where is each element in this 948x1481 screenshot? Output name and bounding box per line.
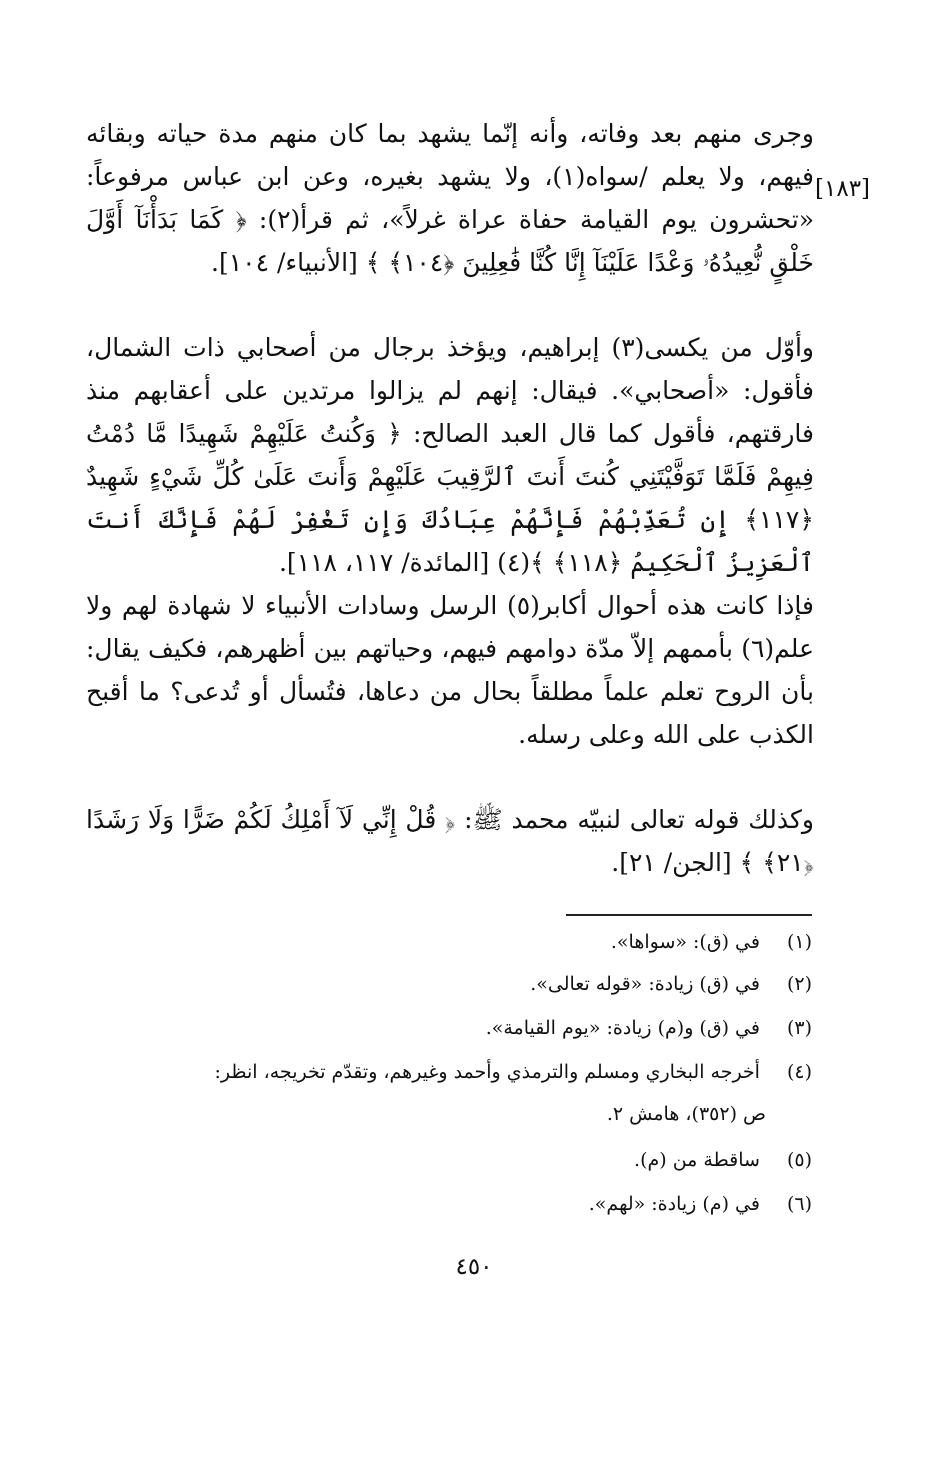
footnote-2 xyxy=(86,966,812,1002)
paragraph-4: وكذلك قوله تعالى لنبيّه محمد ﷺ: ﴿ قُلْ إِنِّي لَآ أَمْلِكُ لَكُمْ ضَرًّا وَلَا رَشَدًا ﴿٢١﴾ ﴾ [الجن/ ٢١]. xyxy=(86,805,814,877)
paragraph-2: وأوّل من يكسى(٣) إبراهيم، ويؤخذ برجال من أصحابي ذات الشمال، فأقول: «أصحابي». فيقال: إنهم لم يزالوا مرتدين على أعقابهم منذ فارقتهم، فأقول كما قال العبد الصالح: ﴿ وَكُنتُ عَلَيْهِمْ شَهِيدًا مَّا دُمْتُ فِيهِمْ فَلَمَّا تَوَفَّيْتَنِي كُنتَ أَنتَ ٱلرَّقِيبَ عَلَيْهِمْ وَأَنتَ عَلَىٰ كُلِّ شَيْءٍ شَهِيدٌ ﴿١١٧﴾ إِن تُعَذِّبْهُمْ فَإِنَّهُمْ عِبَادُكَ وَإِن تَغْفِرْ لَهُمْ فَإِنَّكَ أَنتَ ٱلْعَزِيزُ ٱلْحَكِيمُ ﴿١١٨﴾ ﴾(٤) [المائدة/ ١١٧، ١١٨]. xyxy=(86,333,814,577)
footnote-4 xyxy=(86,1054,812,1090)
footnote-number: (٥) xyxy=(786,1149,812,1171)
footnote-text: أخرجه البخاري ومسلم والترمذي وأحمد وغيرهم، وتقدّم تخريجه، انظر: xyxy=(214,1061,760,1083)
paragraph-1: وجرى منهم بعد وفاته، وأنه إنّما يشهد بما كان منهم مدة حياته وبقائه فيهم، ولا يعلم /سواه(١)، ولا يشهد بغيره، وعن ابن عباس مرفوعاً: «تحشرون يوم القيامة حفاة عراة غرلاً»، ثم قرأ(٢): ﴿ كَمَا بَدَأْنَآ أَوَّلَ خَلْقٍ نُّعِيدُهُۥ وَعْدًا عَلَيْنَآ إِنَّا كُنَّا فَٰعِلِينَ ﴿١٠٤﴾ ﴾ [الأنبياء/ ١٠٤]. xyxy=(86,119,814,277)
footnote-text: في (م) زيادة: «لهم». xyxy=(588,1193,760,1215)
footnote-1 xyxy=(86,924,812,960)
footnote-text: ساقطة من (م). xyxy=(634,1149,760,1171)
footnote-text: في (ق) و(م) زيادة: «يوم القيامة». xyxy=(485,1017,760,1039)
footnote-text: في (ق) زيادة: «قوله تعالى». xyxy=(530,973,760,995)
footnote-5 xyxy=(86,1142,812,1178)
footnote-number: (٢) xyxy=(786,973,812,995)
footnote-number: (٤) xyxy=(786,1061,812,1083)
footnote-6 xyxy=(86,1186,812,1222)
footnote-number: (١) xyxy=(786,931,812,953)
footnote-divider xyxy=(566,914,812,916)
page-number: ٤٥٠ xyxy=(455,1254,493,1280)
footnote-text: في (ق): «سواها». xyxy=(610,931,760,953)
footnote-number: (٣) xyxy=(786,1017,812,1039)
paragraph-3: فإذا كانت هذه أحوال أكابر(٥) الرسل وسادات الأنبياء لا شهادة لهم ولا علم(٦) بأممهم إلاّ مدّة دوامهم فيهم، وحياتهم بين أظهرهم، فكيف يقال: بأن الروح تعلم علماً مطلقاً بحال من دعاها، فتُسأل أو تُدعى؟ ما أقبح الكذب على الله وعلى رسله. xyxy=(86,591,814,749)
manuscript-folio-marker: [١٨٣] xyxy=(815,176,871,202)
footnote-number: (٦) xyxy=(786,1193,812,1215)
footnote-3 xyxy=(86,1010,812,1046)
footnote-4-continuation: ص (٣٥٢)، هامش ٢. xyxy=(606,1103,766,1125)
